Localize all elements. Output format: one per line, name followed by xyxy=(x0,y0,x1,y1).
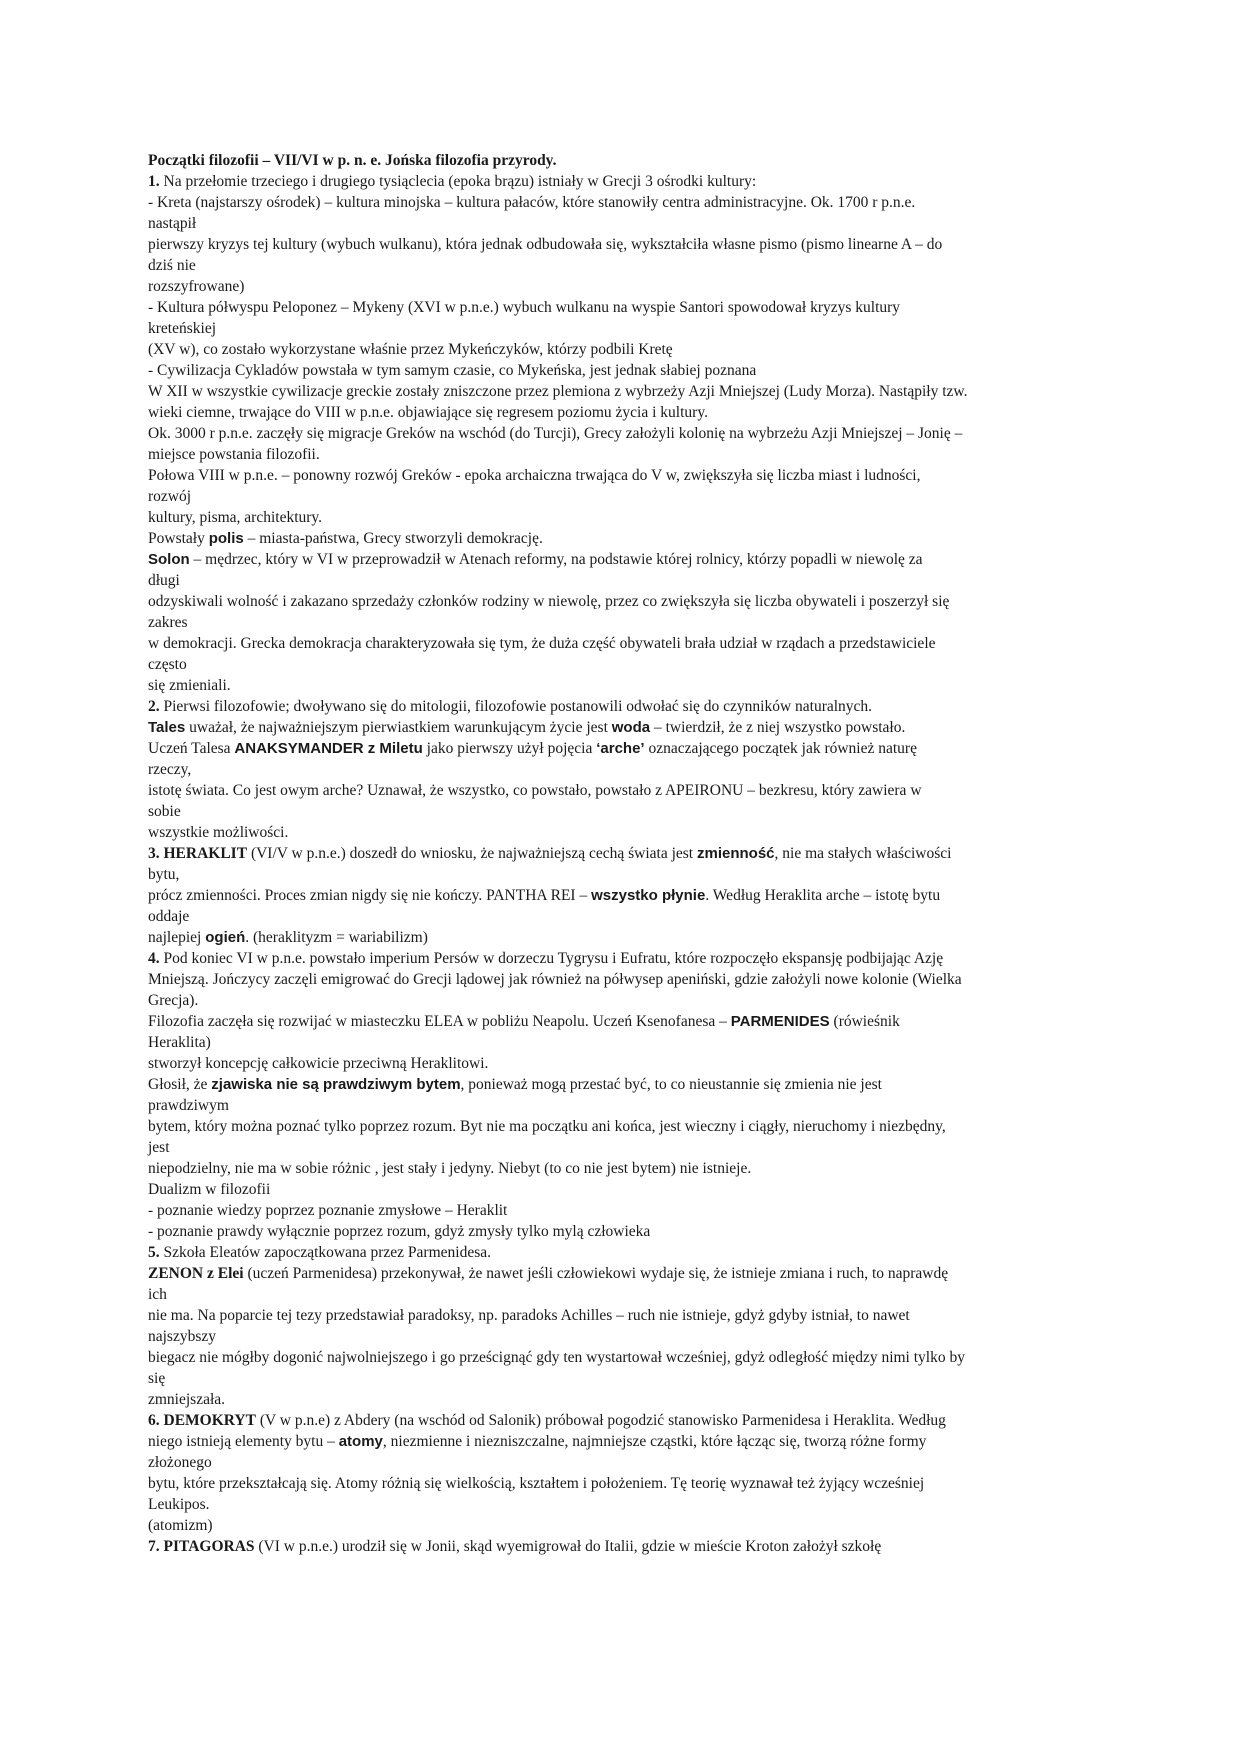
text-line xyxy=(148,612,1096,633)
text-run: (V w p.n.e) z Abdery (na wschód od Salonik) próbował pogodzić stanowisko Parmenidesa i Heraklita. Według xyxy=(255,1412,946,1429)
bold-text: 7. PITAGORAS xyxy=(148,1538,255,1555)
text-run: Filozofia zaczęła się rozwijać w miasteczku ELEA w pobliżu Neapolu. Uczeń Ksenofanesa – xyxy=(148,1013,731,1030)
text-run: rozwój xyxy=(148,488,192,505)
text-run: Ok. 3000 r p.n.e. zaczęły się migracje Greków na wschód (do Turcji), Grecy założyli kolonię na wybrzeżu Azji Mniejszej – Jonię – xyxy=(148,425,963,442)
text-line xyxy=(148,1116,1096,1137)
text-run: rzeczy, xyxy=(148,761,192,778)
text-run: (XV w), co zostało wykorzystane właśnie przez Mykeńczyków, którzy podbili Kretę xyxy=(148,341,673,358)
text-run: się xyxy=(148,1370,166,1387)
text-run: - Kultura półwyspu Peloponez – Mykeny (XVI w p.n.e.) wybuch wulkanu na wyspie Santori spowodował kryzys kultury xyxy=(148,299,901,316)
bold-text: polis xyxy=(208,530,244,547)
text-line xyxy=(148,1515,1096,1536)
text-run: - Cywilizacja Cykladów powstała w tym samym czasie, co Mykeńska, jest jednak słabiej poznana xyxy=(148,362,757,379)
text-run: najlepiej xyxy=(148,929,206,946)
text-run: najszybszy xyxy=(148,1328,217,1345)
document-page xyxy=(148,150,1096,1557)
text-run: (uczeń Parmenidesa) przekonywał, że nawet jeśli człowiekowi wydaje się, że istnieje zmiana i ruch, to naprawdę xyxy=(243,1265,949,1282)
text-run: - poznanie prawdy wyłącznie poprzez rozum, gdyż zmysły tylko mylą człowieka xyxy=(148,1223,651,1240)
bold-text: ANAKSYMANDER z Miletu xyxy=(234,740,423,757)
text-line xyxy=(148,1011,1096,1032)
text-run: zmniejszała. xyxy=(148,1391,226,1408)
text-run: dziś nie xyxy=(148,257,196,274)
text-run: kultury, pisma, architektury. xyxy=(148,509,323,526)
text-line xyxy=(148,486,1096,507)
text-line xyxy=(148,696,1096,717)
text-run: – twierdził, że z niej wszystko powstało. xyxy=(650,719,906,736)
text-run: Mniejszą. Jończycy zaczęli emigrować do Grecji lądowej jak również na półwysep apeniński, gdzie założyli nowe kolonie (Wielka xyxy=(148,971,962,988)
bold-text: 3. HERAKLIT xyxy=(148,845,248,862)
text-line xyxy=(148,423,1096,444)
text-run: (VI/V w p.n.e.) doszedł do wniosku, że najważniejszą cechą świata jest xyxy=(247,845,697,862)
text-line xyxy=(148,654,1096,675)
text-run: kreteńskiej xyxy=(148,320,217,337)
text-line xyxy=(148,318,1096,339)
text-run: . Według Heraklita arche – istotę bytu xyxy=(705,887,941,904)
text-run: – mędrzec, który w VI w przeprowadził w Atenach reformy, na podstawie której rolnicy, którzy popadli w niewolę za xyxy=(189,551,923,568)
text-run: nie ma. Na poparcie tej tezy przedstawiał paradoksy, np. paradoks Achilles – ruch nie istnieje, gdyż gdyby istniał, to nawet xyxy=(148,1307,910,1324)
text-run: Uczeń Talesa xyxy=(148,740,235,757)
text-line xyxy=(148,1305,1096,1326)
text-run: , niezmienne i niezniszczalne, najmniejsze cząstki, które łącząc się, tworzą różne formy xyxy=(382,1433,927,1450)
bold-text: 4. xyxy=(148,950,160,967)
text-line xyxy=(148,1410,1096,1431)
bold-text: 6. DEMOKRYT xyxy=(148,1412,256,1429)
text-line xyxy=(148,507,1096,528)
text-line xyxy=(148,780,1096,801)
text-run: niepodzielny, nie ma w sobie różnic , jest stały i jedyny. Niebyt (to co nie jest bytem) nie istnieje. xyxy=(148,1160,752,1177)
text-line xyxy=(148,675,1096,696)
text-line xyxy=(148,1284,1096,1305)
text-line xyxy=(148,1053,1096,1074)
text-run: miejsce powstania filozofii. xyxy=(148,446,320,463)
text-line xyxy=(148,171,1096,192)
text-line xyxy=(148,1536,1096,1557)
text-line xyxy=(148,213,1096,234)
text-run: W XII w wszystkie cywilizacje greckie zostały zniszczone przez plemiona z wybrzeży Azji Mniejszej (Ludy Morza). Nastąpiły tzw. xyxy=(148,383,968,400)
bold-text: woda xyxy=(611,719,651,736)
text-line xyxy=(148,717,1096,738)
text-run: Na przełomie trzeciego i drugiego tysiąclecia (epoka brązu) istniały w Grecji 3 ośrodki kultury: xyxy=(159,173,757,190)
text-line xyxy=(148,843,1096,864)
text-line xyxy=(148,339,1096,360)
text-run: . (heraklityzm = wariabilizm) xyxy=(245,929,428,946)
bold-text: ogień xyxy=(205,929,246,946)
bold-text: Tales xyxy=(148,719,186,736)
text-line xyxy=(148,759,1096,780)
text-line xyxy=(148,948,1096,969)
text-run: pierwszy kryzys tej kultury (wybuch wulkanu), która jednak odbudowała się, wykształciła własne pismo (pismo linearne A – do xyxy=(148,236,943,253)
bold-text: zmienność xyxy=(697,845,775,862)
text-line xyxy=(148,444,1096,465)
text-run: wszystkie możliwości. xyxy=(148,824,289,841)
text-line xyxy=(148,1473,1096,1494)
text-run: odzyskiwali wolność i zakazano sprzedaży członków rodziny w niewolę, przez co zwiększyła się liczba obywateli i poszerzył się xyxy=(148,593,950,610)
text-run: się zmieniali. xyxy=(148,677,231,694)
text-line xyxy=(148,738,1096,759)
text-line xyxy=(148,1368,1096,1389)
text-run: prócz zmienności. Proces zmian nigdy się nie kończy. PANTHA REI – xyxy=(148,887,592,904)
text-run: Leukipos. xyxy=(148,1496,210,1513)
text-line xyxy=(148,990,1096,1011)
text-line xyxy=(148,927,1096,948)
text-run: Pod koniec VI w p.n.e. powstało imperium Persów w dorzeczu Tygrysu i Eufratu, które rozpoczęło ekspansję podbijając Azję xyxy=(159,950,944,967)
text-line xyxy=(148,402,1096,423)
text-run: Grecja). xyxy=(148,992,199,1009)
text-line xyxy=(148,1326,1096,1347)
document-title: Początki filozofii – VII/VI w p. n. e. Jońska filozofia przyrody. xyxy=(148,152,557,169)
text-line xyxy=(148,591,1096,612)
text-run: - Kreta (najstarszy ośrodek) – kultura minojska – kultura pałaców, które stanowiły centra administracyjne. Ok. 1700 r p.n.e. xyxy=(148,194,916,211)
text-run: Połowa VIII w p.n.e. – ponowny rozwój Greków - epoka archaiczna trwająca do V w, zwiększyła się liczba miast i ludności, xyxy=(148,467,921,484)
text-run: bytu, xyxy=(148,866,180,883)
text-run: wieki ciemne, trwające do VIII w p.n.e. objawiające się regresem poziomu życia i kultury. xyxy=(148,404,708,421)
text-line xyxy=(148,864,1096,885)
text-line xyxy=(148,906,1096,927)
bold-text: 5. xyxy=(148,1244,160,1261)
text-line xyxy=(148,801,1096,822)
text-run: jest xyxy=(148,1139,170,1156)
text-run: Powstały xyxy=(148,530,209,547)
text-line xyxy=(148,297,1096,318)
text-run: (rówieśnik xyxy=(829,1013,900,1030)
bold-text: Solon xyxy=(148,551,190,568)
text-line xyxy=(148,969,1096,990)
text-line xyxy=(148,1263,1096,1284)
text-line xyxy=(148,1158,1096,1179)
text-run: bytem, który można poznać tylko poprzez rozum. Byt nie ma początku ani końca, jest wieczny i ciągły, nieruchomy i niezbędny, xyxy=(148,1118,946,1135)
text-run: stworzył koncepcję całkowicie przeciwną Heraklitowi. xyxy=(148,1055,489,1072)
text-line xyxy=(148,1452,1096,1473)
text-run: ich xyxy=(148,1286,167,1303)
text-run: długi xyxy=(148,572,180,589)
text-line xyxy=(148,570,1096,591)
text-line xyxy=(148,360,1096,381)
text-line xyxy=(148,255,1096,276)
text-run: istotę świata. Co jest owym arche? Uznawał, że wszystko, co powstało, powstało z APEIRONU – bezkresu, który zawiera w xyxy=(148,782,922,799)
text-run: sobie xyxy=(148,803,181,820)
text-line xyxy=(148,1431,1096,1452)
text-run: w demokracji. Grecka demokracja charakteryzowała się tym, że duża część obywateli brała udział w rządach a przedstawiciele xyxy=(148,635,936,652)
text-line xyxy=(148,1137,1096,1158)
text-line xyxy=(148,1347,1096,1368)
text-run: Głosił, że xyxy=(148,1076,212,1093)
text-run: zakres xyxy=(148,614,188,631)
text-run: nastąpił xyxy=(148,215,197,232)
bold-text: ‘arche’ xyxy=(596,740,645,757)
text-line xyxy=(148,192,1096,213)
text-run: uważał, że najważniejszym pierwiastkiem warunkującym życie jest xyxy=(185,719,612,736)
document-body xyxy=(148,171,1096,1557)
text-line xyxy=(148,234,1096,255)
text-run: bytu, które przekształcają się. Atomy różnią się wielkością, kształtem i położeniem. Tę teorię wyznawał też żyjący wcześniej xyxy=(148,1475,925,1492)
text-run: - poznanie wiedzy poprzez poznanie zmysłowe – Heraklit xyxy=(148,1202,508,1219)
text-run: złożonego xyxy=(148,1454,212,1471)
text-line xyxy=(148,381,1096,402)
text-run: oznaczającego początek jak również naturę xyxy=(644,740,917,757)
text-run: biegacz nie mógłby dogonić najwolniejszego i go prześcignąć gdy ten wystartował wcześniej, gdyż odległość między nimi tylko by xyxy=(148,1349,965,1366)
bold-text: 2. xyxy=(148,698,160,715)
text-line xyxy=(148,1200,1096,1221)
text-run: (VI w p.n.e.) urodził się w Jonii, skąd wyemigrował do Italii, gdzie w mieście Kroton założył szkołę xyxy=(254,1538,882,1555)
bold-text: ZENON z Elei xyxy=(148,1265,244,1282)
text-run: oddaje xyxy=(148,908,190,925)
text-line xyxy=(148,885,1096,906)
text-run: niego istnieją elementy bytu – xyxy=(148,1433,339,1450)
text-run: często xyxy=(148,656,187,673)
text-line xyxy=(148,1494,1096,1515)
text-line xyxy=(148,1389,1096,1410)
text-line xyxy=(148,633,1096,654)
bold-text: zjawiska nie są prawdziwym bytem xyxy=(211,1076,461,1093)
text-line xyxy=(148,822,1096,843)
text-run: rozszyfrowane) xyxy=(148,278,245,295)
text-line xyxy=(148,549,1096,570)
text-line xyxy=(148,276,1096,297)
text-run: (atomizm) xyxy=(148,1517,213,1534)
text-run: – miasta-państwa, Grecy stworzyli demokrację. xyxy=(243,530,543,547)
text-line xyxy=(148,465,1096,486)
text-run: Pierwsi filozofowie; dwoływano się do mitologii, filozofowie postanowili odwołać się do czynników naturalnych. xyxy=(159,698,873,715)
text-run: Heraklita) xyxy=(148,1034,211,1051)
text-line xyxy=(148,1032,1096,1053)
bold-text: wszystko płynie xyxy=(591,887,706,904)
bold-text: 1. xyxy=(148,173,160,190)
text-line xyxy=(148,1179,1096,1200)
text-line xyxy=(148,1242,1096,1263)
text-run: prawdziwym xyxy=(148,1097,229,1114)
text-run: , nie ma stałych właściwości xyxy=(774,845,952,862)
text-line xyxy=(148,1221,1096,1242)
text-line xyxy=(148,528,1096,549)
text-run: Szkoła Eleatów zapoczątkowana przez Parmenidesa. xyxy=(159,1244,491,1261)
bold-text: atomy xyxy=(338,1433,383,1450)
text-run: Dualizm w filozofii xyxy=(148,1181,271,1198)
text-run: , ponieważ mogą przestać być, to co nieustannie się zmienia nie jest xyxy=(460,1076,882,1093)
text-run: jako pierwszy użył pojęcia xyxy=(422,740,597,757)
bold-text: PARMENIDES xyxy=(730,1013,830,1030)
text-line xyxy=(148,1095,1096,1116)
text-line xyxy=(148,1074,1096,1095)
